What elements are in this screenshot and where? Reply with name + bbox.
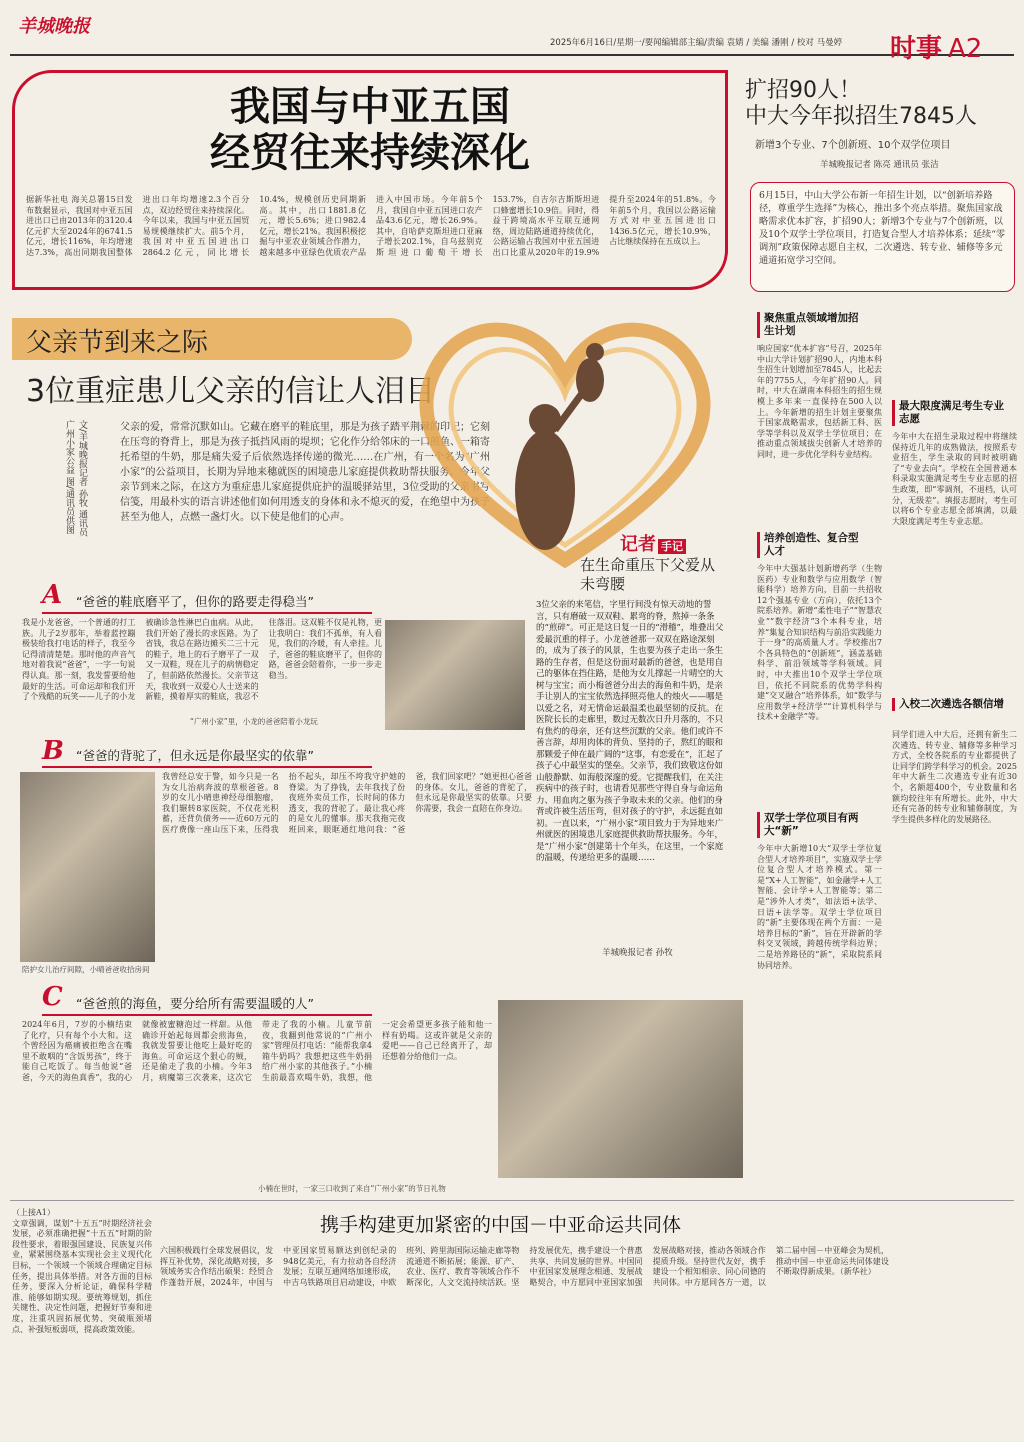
section-c-photo (498, 1000, 743, 1178)
headline-story-body: 据新华社电 海关总署15日发布数据显示，我国对中亚五国进出口已由2013年的3120.4亿元扩大至2024年的6741.5亿元，增长116%，年均增速达7.3%，高出同期我国整体进出口年均增速2.3个百分点，双边经贸往来持续深化。今年以来，我国与中亚五国贸易规模继续扩大。前5个月，我国对中亚五国进出口2864.2亿元，同比增长10.4%，规模创历史同期新高。其中，出口1881.8亿元，增长5.6%；进口982.4亿元，增长21%。我国积极挖掘与中亚农业领域合作潜力，越来越多中亚绿色优质农产品进入中国市场。今年前5个月，我国自中亚五国进口农产品43.6亿元，增长26.9%。其中，自哈萨克斯坦进口亚麻子增长202.1%，自乌兹别克斯坦进口葡萄干增长153.7%，自吉尔吉斯斯坦进口蜂蜜增长10.9倍。同时，得益于跨境高水平互联互通网络，周边陆路通道持续优化，公路运输占我国对中亚五国进出口比重从2020年的19.9%提升至2024年的51.8%。今年前5个月，我国以公路运输方式对中亚五国进出口1436.5亿元，增长10.9%，占比继续保持在五成以上。 (26, 195, 716, 257)
admissions-lead-box: 6月15日，中山大学公布新一年招生计划，以“创新培养路径，尊重学生选择”为核心，推出多个亮点举措。聚焦国家战略需求优本扩容，扩招90人；新增3个专业与7个创新班，以及10个双学士学位项目，打造复合型人才培养体系；延续“零调剂”政策保障志愿自主权，二次遴选、转专业、辅修等多元通道拓宽学习空间。 (750, 182, 1015, 292)
section-c-body: 2024年6月，7岁的小楠结束了化疗，只有每个小大和。这个曾经因为癌痛被拒绝含在嘴里不敢咽的“含饭男孩”，终于能自己吃饭了。每当他说“爸爸，今天的海鱼真香”，我的心就像被蜜糖泡过一样甜。从他确诊开始起每周都会煎海鱼，我就发誓要让他吃上最好吃的海鱼。可命运这个狠心的贼，还是偷走了我的小楠。今年3月，病魔第三次袭来，这次它带走了我的小楠。儿童节前夜，我翻到他常说的“广州小家”管理员打电话：“能帮我拿4箱牛奶吗？我想把这些牛奶捐给广州小家的其他孩子。”小楠生前最喜欢喝牛奶，我想，他一定会希望更多孩子能和他一样有奶喝。这或许就是父亲的爱吧——自己已经离开了，却还想着分给他们一点。 (22, 1020, 492, 1082)
newspaper-logo: 羊城晚报 (18, 16, 90, 37)
headline-line-2: 经贸往来持续深化 (210, 130, 530, 176)
masthead (10, 8, 1014, 64)
section-b-rule (42, 766, 372, 768)
rc-body-3: 今年中大新增10大“双学士学位复合型人才培养项目”，实施双学士学位复合型人才培养模式。第一是“X+人工智能”，如金融学+人工智能、会计学+人工智能等；第二是“涉外人才类”，如法语+法学、日语+法学等。双学士学位项目的“新”主要体现在两个方面：一是培养目标的“新”，旨在开辟新的学科交叉领域，跨越传统学科边界；二是培养路径的“新”，采取院系间协同培养。 (757, 844, 882, 970)
section-b-letter: B (42, 736, 64, 766)
rc-body-2: 今年中大强基计划新增药学（生物医药）专业和数学与应用数学（智能科学）培养方向，目前一共招收12个强基专业（方向），依托13个院系培养。新增“柔性电子”“智慧农业”“数字经济”3个本科专业，培养“集复合知识结构与前沿实践能力于一身”的高质量人才。学校推出7个各具特色的“创新班”，涵盖基础科学、前沿领域等学科领域。同时，中大推出10个双学士学位项目，依托不同院系的优势学科构建“交叉融合”培养体系，如“数学与应用数学+经济学”“计算机科学与技术+金融学”等。 (757, 564, 882, 722)
bottom-divider (10, 1200, 1014, 1201)
bottom-left-column (12, 1202, 152, 1434)
reporter-note-body: 3位父亲的来笔信，字里行间没有惊天动地的誓言，只有磨破一双双鞋、累弯的脊，熬掉一条条的“煎碎”。可正是这日复一日的“滑稽”，堆叠出父爱最沉重的样子。小龙爸爸那一双双在路途深刻的，成为了孩子的风景，生也要为孩子走出一条生路的生存者，但是这份面对最新的爸爸，也是用自己的躯体在挡住路，是他为女儿撑起一片晴空的大树与宝宝；而小梅爸爸分出去的海鱼和牛奶，是亲手让别人的宝宝依然选择照亮他人的烛火——哪是以爱之名，对无情命运最温柔也最坚韧的反抗。在医院长长的走廊里，数过无数次日升月落的，不只有焦灼的母亲，还有这些沉默的父亲。他们或许不善言辞，却用肉体的背负、坚持的子，熬红的眼和那颗爱子伸在最广阔的“这事，有恋爱在”，汇起了孩子心中最坚实的堡垒。父亲节，我们致敬这份如山般静默、如海般深邃的爱。它提醒我们，在关注疾病中的孩子时，也请看见那些守得自身与命运角力、用血肉之躯为孩子争取未来的父亲。他们的身背或许被生活压弯，但对孩子的守护，永远挺直如初。一直以来，“广州小家”项目致力于为异地来广州就医的困境患儿家庭提供救助帮扶服务。今年，是“广州小家”创建第十个年头，在这里，一个家庭的温暖，传递给更多的温暖…… (536, 600, 724, 863)
rc-heading-1: 聚焦重点领域增加招生计划 (757, 312, 862, 338)
section-a-letter: A (42, 580, 63, 610)
section-b-body: 我曾经总安于警，如今只是一名为女儿治病奔波的草根爸爸。8岁的女儿小晴患神经母细胞瘤，我们辗转8家医院，不仅花光积蓄，还背负债务——近60万元的医疗费像一座山压下来，压得我抬不起头，却压不垮我守护她的脊梁。为了挣钱，去年我找了份夜班外卖员工作，长时间的体力透支，我的背驼了。最让我心疼的是女儿的懂事。那天我拖完夜班回来，眼眶通红地问我：“爸爸，我们回家吧？”她更担心爸爸的身体。女儿，爸爸的背驼了，但永远是你最坚实的依靠。只要你需要，我会一直陪在你身边。 (162, 772, 532, 834)
reporter-note-tag (620, 530, 686, 556)
bottom-left-body: 文章强调，谋划“十五五”时期经济社会发展，必须准确把握“十五五”时期的阶段性要求，着眼强国建设、民族复兴伟业，紧紧围绕基本实现社会主义现代化目标，一个领域一个领域合理确定目标任务，提出具体举措。对各方面的目标任务，要深入分析论证，确保科学精准、能够如期实现。要统筹规划，抓住关键性、决定性问题，把握好节奏和进度，注重巩固拓展优势、突破瓶颈堵点、补强短板弱项，提高政策效能。 (12, 1218, 152, 1334)
father-silhouette (515, 430, 575, 550)
note-tag-box: 手记 (658, 539, 686, 554)
rc-body-4: 今年中大在招生录取过程中将继续保持近几年的成熟做法，按照系专业招生，学生录取的同时被明确了“专业去向”。学校在全国普通本科录取实施满足考生专业志愿的招生政策，即“零调剂，不退档，认可分，无级差”。填报志愿时，考生可以将6个专业志愿全部填满，以最大限度满足考生专业志愿。 (892, 432, 1017, 526)
dateline: 2025年6月16日/星期一/要闻编辑部主编/责编 袁婧 / 美编 潘刚 / 校对 马曼婷 (550, 38, 843, 48)
section-c-heading: “爸爸煎的海鱼，要分给所有需要温暖的人” (76, 996, 314, 1011)
section-b-caption: 陪护女儿治疗间隙，小晴爸爸收拾房间 (22, 965, 150, 974)
section-c-caption: 小楠在世时，一家三口收到了来自“广州小家”的节日礼物 (258, 1184, 446, 1193)
bottom-story-title: 携手构建更加紧密的中国－中亚命运共同体 (320, 1214, 682, 1236)
page-number: A2 (948, 34, 983, 64)
rc-heading-5: 入校二次遴选各额信增 (892, 698, 1007, 711)
section-b-photo (20, 772, 155, 962)
feature-title: 3位重症患儿父亲的信让人泪目 (26, 374, 436, 409)
admissions-byline: 羊城晚报记者 陈亮 通讯员 张洁 (820, 160, 939, 170)
section-c-rule (42, 1014, 372, 1016)
feature-lead: 父亲的爱，常常沉默如山。它藏在磨平的鞋底里，那是为孩子踏平荆棘的印记；它刻在压弯的脊背上，那是为孩子抵挡风雨的堤坝；它化作分给邻床的一口煎鱼、一箱寄托希望的牛奶，那是痛失爱子后依然选择传递的微光……在广州，有一个名为“广州小家”的公益项目，长期为异地来穗就医的困境患儿家庭提供救助帮扶服务。今年父亲节到来之际，在这方为重症患儿家庭提供庇护的温暖驿站里，3位受助的父亲书写信笺，用最朴实的语言讲述他们如何用透支的身体和永不熄灭的爱，在绝望中为孩子甚至为他人，点燃一盏灯火。以下使是他们的心声。 (120, 422, 490, 523)
admissions-right-column (757, 300, 1017, 1180)
feature-credit: 文/羊城晚报记者 孙牧 通讯员 广州小家公益 图/通讯员供图 (64, 420, 87, 537)
feature-kicker: 父亲节到来之际 (26, 328, 209, 358)
reporter-note-byline: 羊城晚报记者 孙牧 (602, 948, 673, 958)
note-tag-text: 记者 (620, 534, 656, 555)
section-b-heading: “爸爸的背驼了，但永远是你最坚实的依靠” (76, 748, 314, 763)
section-name: 时事 (890, 34, 943, 64)
section-a-caption: “广州小家”里，小龙的爸爸陪着小龙玩 (190, 717, 318, 726)
rc-body-1: 响应国家“优本扩容”号召，2025年中山大学计划扩招90人，内地本科生招生计划增加至7845人，比起去年的7755人，今年扩招90人。同时，中大在湖南本科招生的招生规模上多年来一直保持在500人以上。今年新增的招生计划主要聚焦于国家战略需求，包括新工科、医学等学科以及双学士学位项目；在推动重点领域拔尖创新人才培养的同时，进一步优化学科专业结构。 (757, 344, 882, 459)
section-a-rule (42, 612, 372, 614)
section-a-heading: “爸爸的鞋底磨平了，但你的路要走得稳当” (76, 594, 314, 609)
admissions-title-line-2: 中大今年拟招生7845人 (745, 104, 977, 129)
bottom-story-body: 六国积极践行全球发展倡议，发挥互补优势，深化战略对接，多领域务实合作结出硕果：经贸合作蓬勃开展，2024年，中国与中亚国家贸易额达到创纪录的948亿美元，有力拉动各自经济发展；互联互通网络加速形成，中吉乌铁路项目启动建设，中欧班列、跨里海国际运输走廊等物流通道不断拓展；能源、矿产、农业、医疗、教育等领域合作不断深化，人文交流持续活跃。坚持发展优先，携手建设一个普惠共享、共同发展的世界。中国同中亚国家发展理念相通、发展战略契合，中方愿同中亚国家加强发展战略对接，推动各领域合作提质升级。坚持世代友好，携手建设一个相知相亲、同心同德的共同体。中方愿同各方一道，以第二届中国－中亚峰会为契机，推动中国－中亚命运共同体建设不断取得新成果。（新华社） (160, 1246, 889, 1287)
section-a-photo (385, 620, 525, 730)
section-c-letter: C (42, 982, 63, 1012)
reporter-note-title: 在生命重压下父爱从未弯腰 (580, 556, 716, 593)
admissions-title-line-1: 扩招90人！ (745, 78, 861, 103)
rc-body-5: 同学们进入中大后，还拥有新生二次遴选、转专业、辅修等多种学习方式，全校各院系的专业都提供了让同学们跨学科学习的机会。2025年中大新生二次遴选专业有近30个，名额超400个，专业数量和名额均较往年有所增长。此外，中大还有完备的转专业和辅修制度，为学生提供多样化的发展路径。 (892, 730, 1017, 824)
headline-line-1: 我国与中亚五国 (230, 84, 510, 130)
rc-heading-3: 双学士学位项目有两大“新” (757, 812, 862, 838)
headline-title (140, 84, 600, 176)
rc-heading-2: 培养创造性、复合型人才 (757, 532, 862, 558)
rc-heading-4: 最大限度满足考生专业志愿 (892, 400, 1007, 426)
admissions-subtitle: 新增3个专业、7个创新班、10个双学位项目 (755, 140, 951, 151)
bottom-left-continued: （上接A1） (12, 1208, 55, 1217)
section-a-body: 我是小龙爸爸，一个普通的打工族。儿子2岁那年，举着蓝控蹦极装给我打电话的样子，我至今记得清清楚楚。那时他的声音气地对着我说“爸爸”，一字一句说得认真。那一刻，我发誓要给他最好的生活。可命运却和我们开了个残酷的玩笑——儿子的小龙被确诊急性淋巴白血病。从此，我们开始了漫长的求医路。为了省钱，我总在路边摊买二三十元的鞋子，地上的石子磨平了一双又一双鞋，现在儿子的病情稳定了，但前路依然漫长。父亲节这天，我收到一双爱心人士送来的新鞋，摸着厚实的鞋底，我忍不住落泪。这双鞋不仅是礼物，更让我明白：我们不孤单，有人看见，我们的冷暖，有人牵挂。儿子，爸爸的鞋底磨平了，但你的路，爸爸会陪着你，一步一步走稳当。 (22, 618, 382, 702)
section-label (890, 28, 982, 65)
admissions-story-title (745, 78, 1015, 130)
